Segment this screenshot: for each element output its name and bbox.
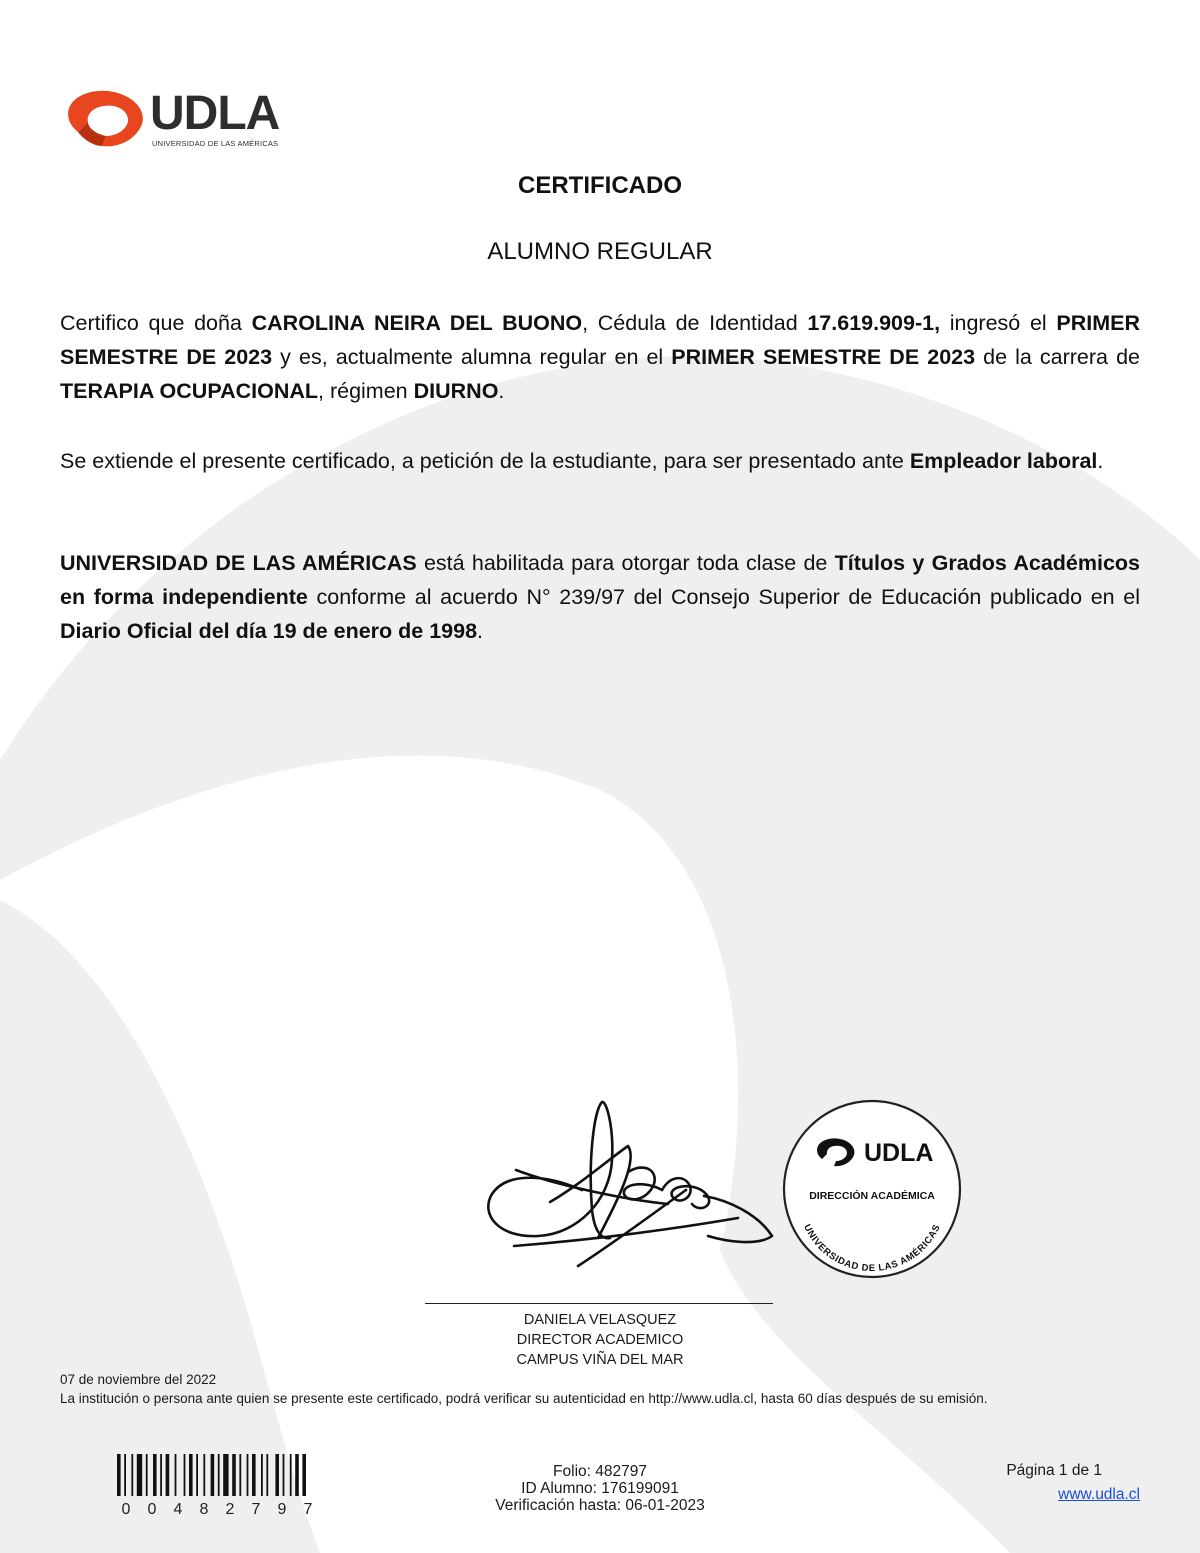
p1-text: ingresó el xyxy=(940,311,1057,335)
degree-authority: Títulos y Grados Académicos en forma independiente xyxy=(60,551,1141,609)
barcode-bar xyxy=(218,1454,220,1496)
barcode-digit: 2 xyxy=(225,1501,235,1518)
institution-name: UNIVERSIDAD DE LAS AMÉRICAS xyxy=(60,551,417,575)
barcode-digit: 8 xyxy=(199,1501,209,1518)
verification-deadline: Verificación hasta: 06-01-2023 xyxy=(495,1497,705,1514)
signatory-campus: CAMPUS VIÑA DEL MAR xyxy=(516,1352,684,1368)
barcode-bar xyxy=(239,1454,241,1496)
barcode-digit: 9 xyxy=(277,1501,287,1518)
certificate-subtitle: ALUMNO REGULAR xyxy=(487,238,713,265)
seal-wordmark: UDLA xyxy=(864,1139,934,1167)
p3-text: . xyxy=(477,619,484,643)
regime: DIURNO xyxy=(413,379,499,403)
barcode-bar xyxy=(137,1454,142,1496)
verification-notice: La institución o persona ante quien se presente este certificado, podrá verificar su autenticidad en http://www.udla.cl, hasta 60 días después de su emisión. xyxy=(60,1391,988,1406)
barcode-bar xyxy=(160,1454,162,1496)
p3-text: conforme al acuerdo N° 239/97 del Consejo Superior de Educación publicado en el xyxy=(307,585,1140,609)
recipient: Empleador laboral xyxy=(909,449,1098,473)
barcode-bar xyxy=(166,1454,170,1496)
barcode-bar xyxy=(290,1454,292,1496)
signature-line xyxy=(425,1303,773,1304)
barcode-digit: 0 xyxy=(147,1501,157,1518)
barcode-bar xyxy=(302,1454,306,1496)
barcode-bar xyxy=(252,1454,256,1496)
current-semester: PRIMER SEMESTRE DE 2023 xyxy=(671,345,976,369)
barcode-bar xyxy=(184,1454,186,1496)
page-number: Página 1 de 1 xyxy=(1006,1462,1102,1479)
barcode-digit: 4 xyxy=(173,1501,183,1518)
issue-date: 07 de noviembre del 2022 xyxy=(60,1372,217,1387)
barcode-bar xyxy=(247,1454,249,1496)
signatory-role: DIRECTOR ACADEMICO xyxy=(516,1332,684,1348)
p2-text: Se extiende el presente certificado, a petición de la estudiante, para ser presentado ante xyxy=(60,449,910,473)
p1-text: de la carrera de xyxy=(975,345,1140,369)
certification-paragraph xyxy=(60,306,1140,408)
barcode-digit: 7 xyxy=(303,1501,313,1518)
barcode-bar xyxy=(275,1454,279,1496)
folio-number: Folio: 482797 xyxy=(553,1463,647,1480)
p3-text: está habilitada para otorgar toda clase de xyxy=(416,551,835,575)
barcode-bar xyxy=(175,1454,177,1496)
barcode-bar xyxy=(266,1454,268,1496)
barcode-digit: 0 xyxy=(121,1501,131,1518)
p1-text: Certifico que doña xyxy=(60,311,252,335)
career-name: TERAPIA OCUPACIONAL xyxy=(60,379,318,403)
barcode-bar xyxy=(283,1454,285,1496)
p1-text: . xyxy=(498,379,505,403)
barcode xyxy=(117,1454,317,1496)
p2-text: . xyxy=(1097,449,1104,473)
barcode-bar xyxy=(189,1454,193,1496)
barcode-bar xyxy=(153,1454,157,1496)
p1-text: , régimen xyxy=(318,379,414,403)
seal-department: DIRECCIÓN ACADÉMICA xyxy=(809,1190,935,1202)
barcode-bar xyxy=(261,1454,263,1496)
barcode-bar xyxy=(131,1454,133,1496)
barcode-bar xyxy=(232,1454,236,1496)
student-id: ID Alumno: 176199091 xyxy=(521,1480,679,1497)
p1-text: y es, actualmente alumna regular en el xyxy=(272,345,672,369)
student-name: CAROLINA NEIRA DEL BUONO xyxy=(251,311,583,335)
logo-tagline: UNIVERSIDAD DE LAS AMÉRICAS xyxy=(152,139,279,148)
accreditation-paragraph xyxy=(60,546,1140,648)
signatory-name: DANIELA VELASQUEZ xyxy=(523,1312,677,1328)
udla-swoosh-icon xyxy=(66,88,146,150)
seal-ring-text: UNIVERSIDAD DE LAS AMÉRICAS xyxy=(801,1222,943,1275)
udla-logo xyxy=(66,88,296,152)
barcode-bar xyxy=(196,1454,198,1496)
p1-text: , Cédula de Identidad xyxy=(582,311,808,335)
logo-wordmark: UDLA xyxy=(150,87,280,140)
official-seal xyxy=(780,1097,964,1281)
barcode-bar xyxy=(295,1454,299,1496)
official-gazette-date: Diario Oficial del día 19 de enero de 1998 xyxy=(60,619,478,643)
barcode-bar xyxy=(211,1454,215,1496)
barcode-bar xyxy=(203,1454,205,1496)
barcode-bar xyxy=(146,1454,148,1496)
certificate-title: CERTIFICADO xyxy=(518,172,682,199)
handwritten-signature xyxy=(478,1090,798,1280)
purpose-paragraph xyxy=(60,444,1140,478)
website-link[interactable]: www.udla.cl xyxy=(1058,1486,1140,1503)
barcode-bar xyxy=(124,1454,126,1496)
barcode-bar xyxy=(223,1454,228,1496)
admission-semester: PRIMER SEMESTRE DE 2023 xyxy=(60,311,1140,369)
barcode-digit: 7 xyxy=(251,1501,261,1518)
student-id-number: 17.619.909-1, xyxy=(807,311,941,335)
barcode-digits xyxy=(117,1501,317,1519)
barcode-bar xyxy=(117,1454,121,1496)
